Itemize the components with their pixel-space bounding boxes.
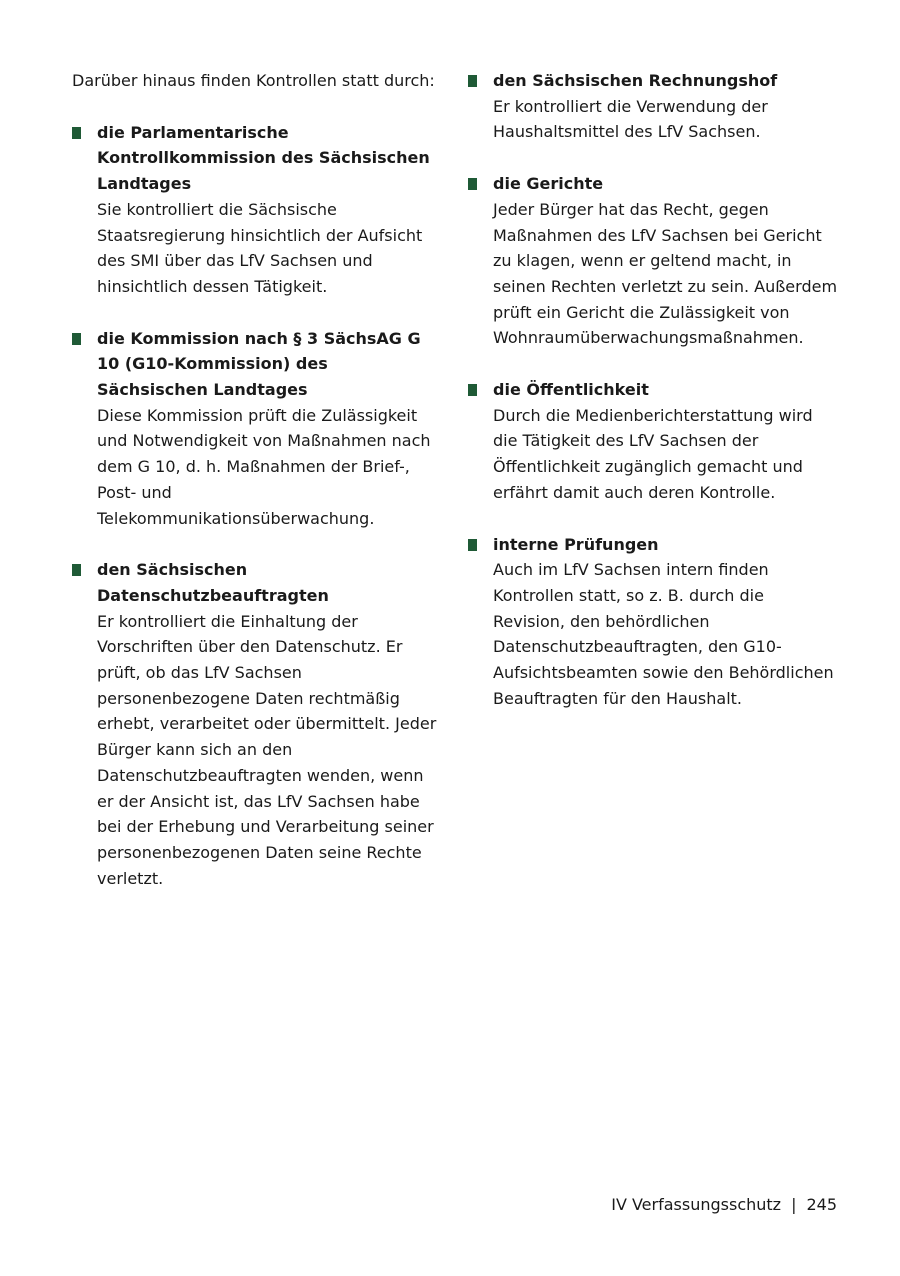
- page-number: 245: [806, 1195, 837, 1214]
- item-title: die Gerichte: [493, 174, 604, 194]
- item-text: Er kontrolliert die Verwendung der Haushaltsmittel des LfV Sachsen.: [493, 96, 768, 142]
- item-title: die Parlamentarische Kontrollkommission des Sächsischen Landtages: [97, 122, 430, 194]
- item-title: den Sächsischen Datenschutzbeauftragten: [97, 560, 329, 605]
- item-text: Auch im LfV Sachsen intern finden Kontrollen statt, so z. B. durch die Revision, den behördlichen Datenschutzbeauftragten, den G10-Aufsichtsbeamten sowie den Behördlichen Beauftragten für den Haushalt.: [493, 560, 834, 708]
- square-bullet-icon: [468, 384, 477, 396]
- footer-separator: |: [791, 1195, 797, 1214]
- list-item: [468, 68, 840, 145]
- list-item: [72, 120, 444, 300]
- left-column: [72, 68, 444, 917]
- square-bullet-icon: [468, 178, 477, 190]
- item-title: interne Prüfungen: [493, 534, 659, 554]
- item-text: Jeder Bürger hat das Recht, gegen Maßnahmen des LfV Sachsen bei Gericht zu klagen, wenn er geltend macht, in seinen Rechten verletzt zu sein. Außerdem prüft ein Gericht die Zulässigkeit von Wohnraumüberwachungsmaßnahmen.: [493, 199, 838, 348]
- square-bullet-icon: [72, 127, 81, 139]
- item-text: Sie kontrolliert die Sächsische Staatsregierung hinsichtlich der Aufsicht des SMI über das LfV Sachsen und hinsichtlich dessen Tätigkeit.: [97, 199, 423, 296]
- intro-text: Darüber hinaus finden Kontrollen statt durch:: [72, 71, 435, 90]
- square-bullet-icon: [468, 539, 477, 551]
- square-bullet-icon: [72, 564, 81, 576]
- list-item: [72, 557, 444, 891]
- list-item: [72, 326, 444, 532]
- page-footer: [611, 1194, 837, 1216]
- item-title: die Kommission nach § 3 SächsAG G 10 (G10-Kommission) des Sächsischen Landtages: [97, 328, 421, 400]
- list-item: [468, 532, 840, 712]
- right-column: [468, 68, 840, 737]
- item-text: Er kontrolliert die Einhaltung der Vorschriften über den Datenschutz. Er prüft, ob das LfV Sachsen personenbezogene Daten rechtmäßig erhebt, verarbeitet oder übermittelt. Jeder Bürger kann sich an den Datenschutzbeauftragten wenden, wenn er der Ansicht ist, das LfV Sachsen habe bei der Erhebung und Verarbeitung seiner personenbezogenen Daten seine Rechte verletzt.: [97, 611, 437, 888]
- list-item: [468, 377, 840, 506]
- square-bullet-icon: [72, 333, 81, 345]
- item-text: Diese Kommission prüft die Zulässigkeit und Notwendigkeit von Maßnahmen nach dem G 10, d. h. Maßnahmen der Brief-, Post- und Telekommunikationsüberwachung.: [97, 405, 431, 528]
- footer-section-title: IV Verfassungsschutz: [611, 1195, 782, 1214]
- list-item: [468, 171, 840, 351]
- item-text: Durch die Medienberichterstattung wird die Tätigkeit des LfV Sachsen der Öffentlichkeit zugänglich gemacht und erfährt damit auch deren Kontrolle.: [493, 405, 813, 502]
- square-bullet-icon: [468, 75, 477, 87]
- item-title: die Öffentlichkeit: [493, 380, 649, 400]
- item-title: den Sächsischen Rechnungshof: [493, 71, 778, 90]
